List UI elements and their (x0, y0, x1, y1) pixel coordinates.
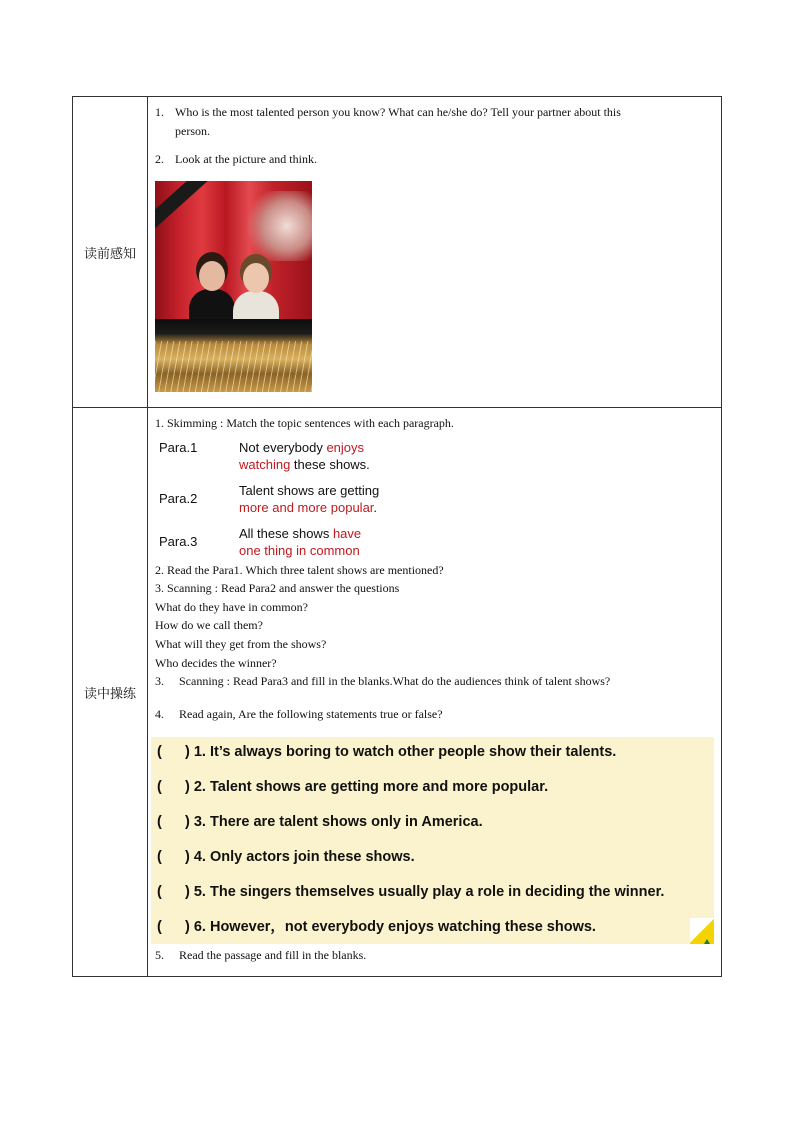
while-reading-label: 读中操练 (73, 408, 148, 977)
scanning-para2: 3. Scanning : Read Para2 and answer the questions (155, 581, 400, 596)
tf-statement: ( ) 1. It’s always boring to watch other people show their talents. (157, 744, 617, 761)
question-2: 2. Look at the picture and think. (155, 152, 317, 167)
fill-blanks-instruction: 5. Read the passage and fill in the blanks. (155, 948, 367, 963)
match-grid (159, 439, 714, 559)
match-row: Para.1 Not everybody enjoys watching these shows. (159, 439, 370, 472)
piano-photo (155, 181, 312, 392)
question-1: 1. Who is the most talented person you know? What can he/she do? Tell your partner about this person. (155, 105, 621, 138)
lesson-table (72, 96, 722, 977)
tf-statement: ( ) 2. Talent shows are getting more and more popular. (157, 779, 549, 796)
while-reading-content (148, 408, 722, 977)
match-row: Para.3 All these shows have one thing in common (159, 525, 362, 558)
pre-reading-content (148, 97, 722, 408)
scan-question: What do they have in common? (155, 599, 308, 614)
skimming-instruction: 1. Skimming : Match the topic sentences with each paragraph. (155, 416, 454, 430)
row-pre-reading (73, 97, 722, 408)
corner-fold-icon (690, 918, 714, 944)
tf-statement: ( ) 4. Only actors join these shows. (157, 849, 415, 866)
tf-statement: ( ) 3. There are talent shows only in America. (157, 814, 483, 831)
tf-statement: ( ) 6. However，not everybody enjoys watching these shows. (157, 919, 596, 936)
row-while-reading (73, 408, 722, 977)
true-false-box (151, 737, 714, 944)
match-row: Para.2 Talent shows are getting more and more popular. (159, 482, 380, 515)
scan-question: Who decides the winner? (155, 655, 277, 670)
scan-question: What will they get from the shows? (155, 636, 327, 651)
tf-statement: ( ) 5. The singers themselves usually play a role in deciding the winner. (157, 884, 665, 901)
pre-reading-label: 读前感知 (73, 97, 148, 408)
question-para1: 2. Read the Para1. Which three talent shows are mentioned? (155, 562, 444, 577)
true-false-instruction: 4. Read again, Are the following statements true or false? (155, 706, 443, 721)
scanning-para3: 3. Scanning : Read Para3 and fill in the blanks.What do the audiences think of talent shows? (155, 674, 611, 689)
triangle-icon (704, 939, 710, 944)
scan-question: How do we call them? (155, 618, 263, 633)
